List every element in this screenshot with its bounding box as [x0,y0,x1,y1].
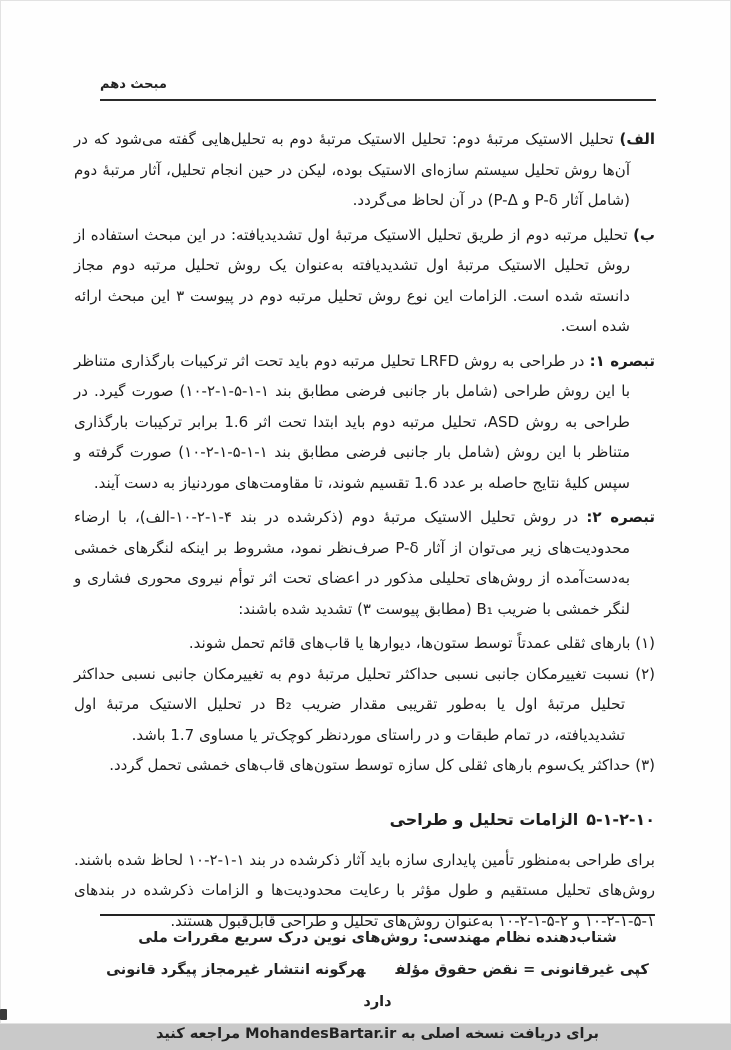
condition-item-2 [74,659,655,751]
header-rule [100,99,656,101]
clause-b-text: تحلیل مرتبه دوم از طریق تحلیل الاستیک مرتبهٔ اول تشدیدیافته: در این مبحث استفاده از روش تحلیل الاستیک مرتبهٔ اول تشدیدیافته به‌عنوان یک روش تحلیل مرتبه دوم مجاز دانسته شده است. الزامات این نوع روش تحلیل مرتبه دوم در پیوست ۳ این مبحث ارائه شده است. [74,225,630,335]
section-number: ۵-۱-۲-۱۰ [586,809,655,829]
condition-item-1-text: بارهای ثقلی عمدتاً توسط ستون‌ها، دیوارها یا قاب‌های قائم تحمل شوند. [188,634,631,652]
note-2-text: در روش تحلیل الاستیک مرتبهٔ دوم (ذکرشده در بند ۴-۱-۲-۱۰-الف)، با ارضاء محدودیت‌های زیر می‌توان از آثار P-δ صرف‌نظر نمود، مشروط بر اینکه لنگرهای خمشی به‌دست‌آمده از روش‌های تحلیلی مذکور در اعضای تحت اثر توأم نیروی محوری فشاری و لنگر خمشی با ضریب B₁ (مطابق پیوست ۳) تشدید شده باشند: [74,508,630,618]
condition-item-2-marker: (۲) [635,664,655,683]
condition-item-1-marker: (۱) [635,634,655,652]
footer-copyright-line [100,954,655,1018]
clause-a-label: الف) [619,130,656,148]
condition-item-3-marker: (۳) [635,756,655,774]
clause-b-label: ب) [633,225,656,244]
section-title: الزامات تحلیل و طراحی [389,809,579,829]
scan-artifact [0,1009,7,1020]
clause-a-text: تحلیل الاستیک مرتبهٔ دوم: تحلیل الاستیک مرتبهٔ دوم به تحلیل‌هایی گفته می‌شود که در آن‌ها روش تحلیل سیستم سازه‌ای الاستیک بوده، لیکن در حین انجام تحلیل، آثار مرتبهٔ دوم (شامل آثار P-δ و P-Δ) در آن لحاظ می‌گردد. [74,130,630,209]
footer-website-line: برای دریافت نسخه اصلی به MohandesBartar.ir مراجعه کنید [156,1026,599,1042]
footer-slogan-line: شتاب‌دهنده نظام مهندسی: روش‌های نوین درک سریع مقررات ملی [138,930,617,946]
legal-warning: هرگونه انتشار غیرمجاز پیگرد قانونی دارد [106,962,392,1010]
note-2-paragraph [74,502,655,624]
copyright-notice: کپی غیرقانونی = نقض حقوق مؤلف [395,962,649,978]
condition-item-2-text: نسبت تغییرمکان جانبی نسبی حداکثر تحلیل مرتبهٔ دوم به تغییرمکان جانبی نسبی حداکثر تحلیل مرتبهٔ اول یا به‌طور تقریبی مقدار ضریب B₂ در تحلیل الاستیک مرتبهٔ اول تشدیدیافته، در تمام طبقات و در راستای موردنظر کوچک‌تر یا مساوی 1.7 باشد. [74,664,630,744]
note-1-paragraph [74,346,655,499]
note-1-label: تبصره ۱: [589,351,656,370]
footer-block [100,914,655,1050]
requirements-paragraph: برای طراحی به‌منظور تأمین پایداری سازه باید آثار ذکرشده در بند ۱-۱-۲-۱۰ لحاظ شده باشند. روش‌های تحلیل مستقیم و طول مؤثر با رعایت محدودیت‌ها و الزامات ذکرشده در بندهای ۱-۵-۱-۲-۱۰ و ۲-۵-۱-۲-۱۰ به‌عنوان روش‌های تحلیل و طراحی قابل‌قبول هستند. [74,850,655,930]
condition-item-3 [74,750,655,781]
condition-item-1 [74,628,655,659]
clause-b-paragraph [74,220,655,342]
chapter-header: مبحث دهم [100,77,167,92]
note-2-label: تبصره ۲: [586,508,655,526]
clause-a-paragraph [74,124,655,216]
section-heading [74,803,655,836]
condition-item-3-text: حداکثر یک‌سوم بارهای ثقلی کل سازه توسط ستون‌های قاب‌های خمشی تحمل گردد. [109,756,631,774]
document-body [74,124,655,936]
note-1-text: در طراحی به روش LRFD تحلیل مرتبه دوم باید تحت اثر ترکیبات بارگذاری متناظر با این روش طراحی (شامل بار جانبی فرضی مطابق بند ۱-۱-۵-۱-۲-۱۰) صورت گیرد. در طراحی به روش ASD، تحلیل مرتبه دوم باید ابتدا تحت اثر 1.6 برابر ترکیبات بارگذاری متناظر با این روش (شامل بار جانبی فرضی مطابق بند ۱-۱-۵-۱-۲-۱۰) صورت گرفته و سپس کلیهٔ نتایج حاصله بر عدد 1.6 تقسیم شوند، تا مقاومت‌های موردنیاز به دست آیند. [74,351,631,492]
